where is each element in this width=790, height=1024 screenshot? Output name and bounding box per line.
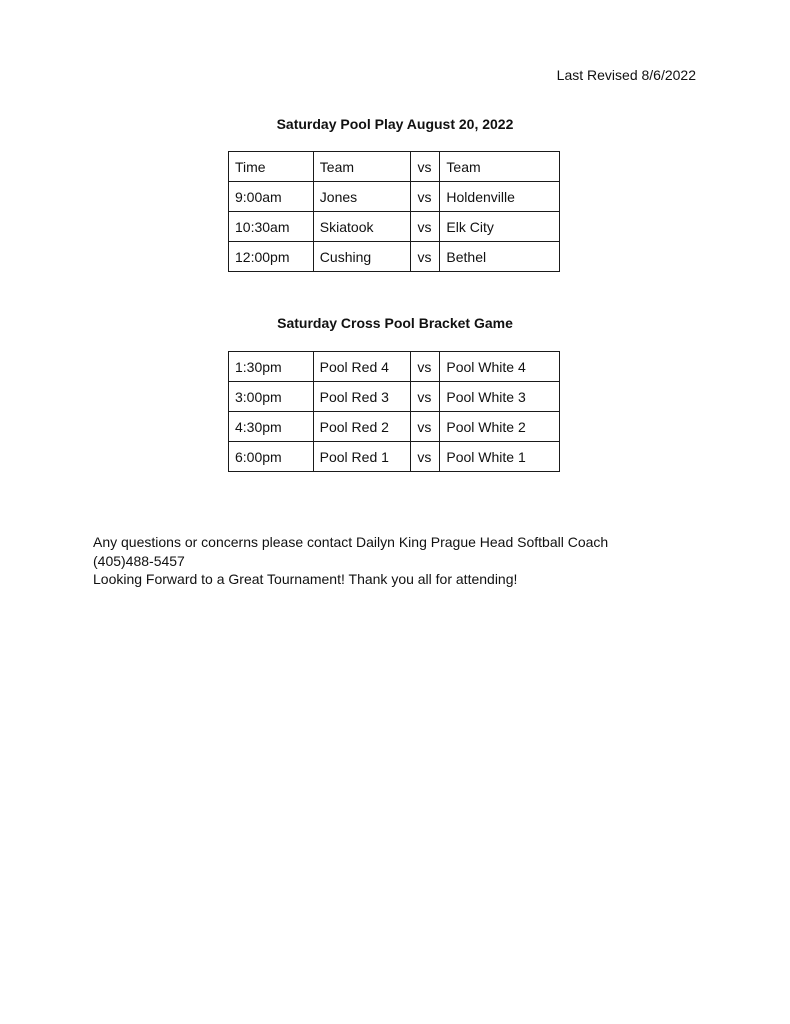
cross-pool-table <box>228 351 560 472</box>
game-time: 9:00am <box>229 182 314 212</box>
header-team-2: Team <box>440 152 560 182</box>
away-team: Bethel <box>440 242 560 272</box>
versus-label: vs <box>411 352 440 382</box>
home-team: Jones <box>313 182 411 212</box>
closing-message: Looking Forward to a Great Tournament! Thank you all for attending! <box>93 571 518 587</box>
table-row <box>229 412 560 442</box>
away-team: Elk City <box>440 212 560 242</box>
table-header-row <box>229 152 560 182</box>
home-team: Cushing <box>313 242 411 272</box>
home-team: Pool Red 1 <box>313 442 411 472</box>
last-revised-date: Last Revised 8/6/2022 <box>556 67 696 83</box>
contact-phone: (405)488-5457 <box>93 552 185 569</box>
away-team: Pool White 4 <box>440 352 560 382</box>
home-team: Pool Red 2 <box>313 412 411 442</box>
table-row <box>229 382 560 412</box>
versus-label: vs <box>411 182 440 212</box>
versus-label: vs <box>411 442 440 472</box>
game-time: 1:30pm <box>229 352 314 382</box>
away-team: Pool White 3 <box>440 382 560 412</box>
cross-pool-title: Saturday Cross Pool Bracket Game <box>277 315 513 331</box>
game-time: 6:00pm <box>229 442 314 472</box>
game-time: 4:30pm <box>229 412 314 442</box>
table-row <box>229 442 560 472</box>
game-time: 12:00pm <box>229 242 314 272</box>
versus-label: vs <box>411 242 440 272</box>
table-row <box>229 352 560 382</box>
game-time: 10:30am <box>229 212 314 242</box>
away-team: Holdenville <box>440 182 560 212</box>
table-row <box>229 182 560 212</box>
away-team: Pool White 2 <box>440 412 560 442</box>
pool-play-title: Saturday Pool Play August 20, 2022 <box>276 116 514 132</box>
versus-label: vs <box>411 412 440 442</box>
versus-label: vs <box>411 212 440 242</box>
header-team-1: Team <box>313 152 411 182</box>
game-time: 3:00pm <box>229 382 314 412</box>
contact-notes <box>93 533 608 589</box>
contact-line: Any questions or concerns please contact Dailyn King Prague Head Softball Coach <box>93 534 609 550</box>
header-time: Time <box>229 152 314 182</box>
header-vs: vs <box>411 152 440 182</box>
home-team: Pool Red 4 <box>313 352 411 382</box>
home-team: Skiatook <box>313 212 411 242</box>
table-row <box>229 242 560 272</box>
home-team: Pool Red 3 <box>313 382 411 412</box>
table-row <box>229 212 560 242</box>
versus-label: vs <box>411 382 440 412</box>
pool-play-table <box>228 151 560 272</box>
away-team: Pool White 1 <box>440 442 560 472</box>
